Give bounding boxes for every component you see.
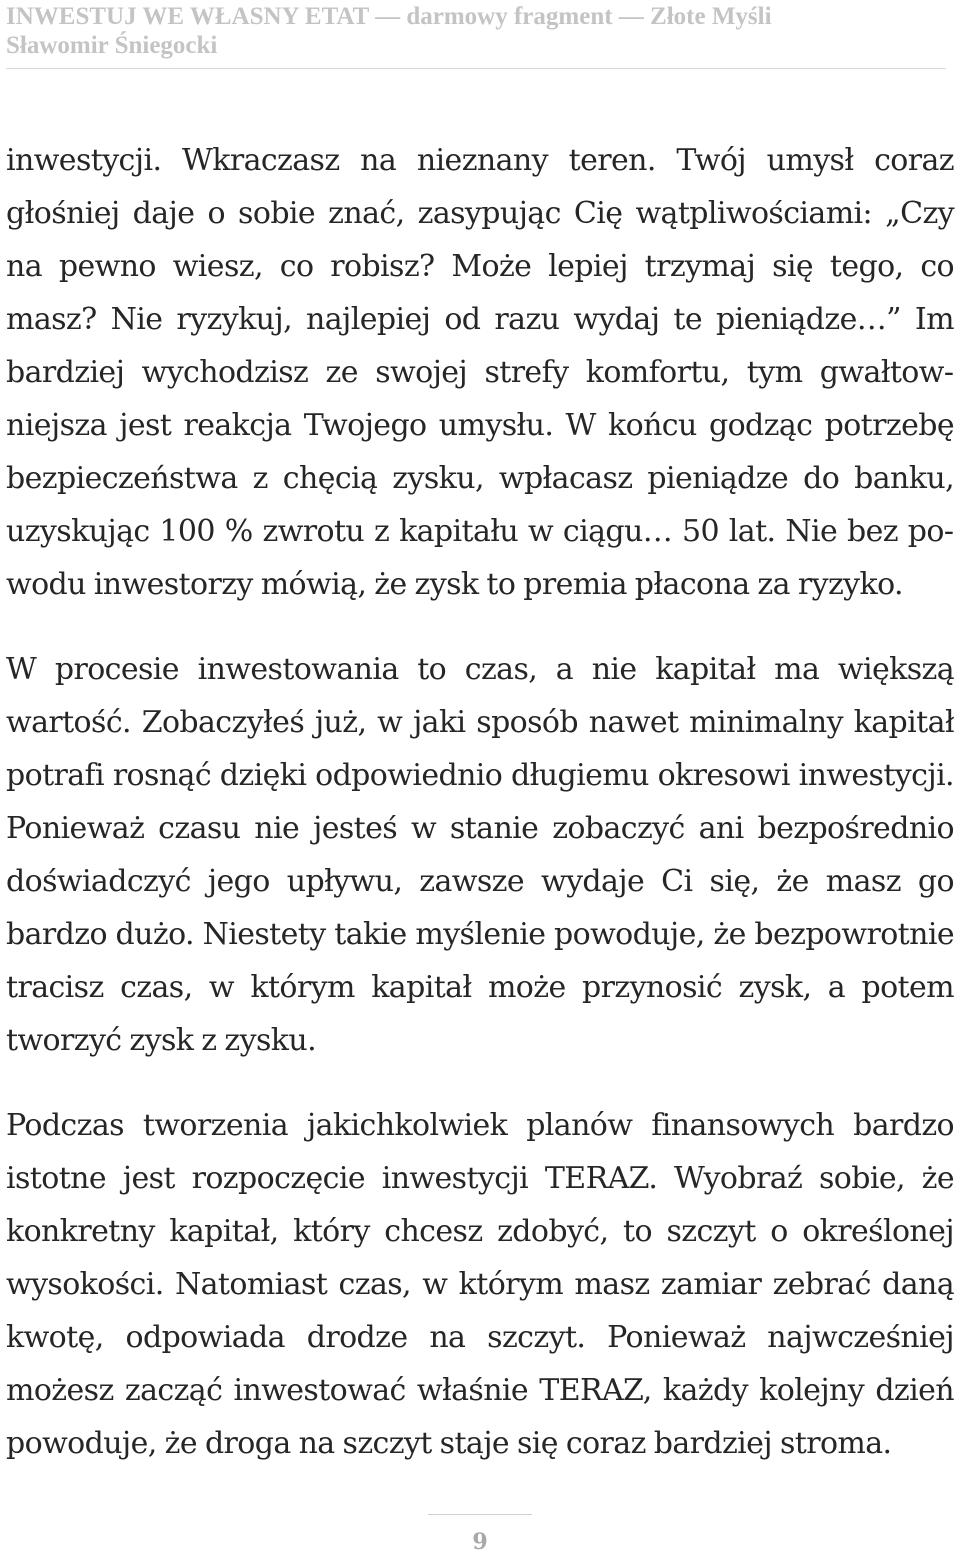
paragraph-2: W procesie inwestowania to czas, a nie kapitał ma większą wartość. Zobaczyłeś już, w jaki sposób nawet minimalny kapitał potrafi rosnąć dzięki odpowiednio długiemu okresowi inwestycji. Ponieważ czasu nie jesteś w stanie zobaczyć ani bezpośrednio doświadczyć jego upływu, zawsze wydaje Ci się, że masz go bardzo dużo. Niestety takie myślenie powoduje, że bezpowrotnie tracisz czas, w którym kapitał może przynosić zysk, a potem tworzyć zysk z zysku. bbox=[6, 652, 954, 1058]
header-author: Sławomir Śniegocki bbox=[6, 32, 218, 59]
page-number: 9 bbox=[428, 1514, 532, 1555]
header-title: INWESTUJ WE WŁASNY ETAT — darmowy fragment — Złote Myśli bbox=[6, 3, 772, 30]
paragraph-1: inwestycji. Wkraczasz na nieznany teren. Twój umysł coraz głośniej daje o sobie znać, zasypując Cię wątpliwościami: „Czy na pewno wiesz, co robisz? Może lepiej trzymaj się tego, co masz? Nie ryzykuj, najlepiej od razu wydaj te pieniądze…” Im bardziej wychodzisz ze swojej strefy komfortu, tym gwałtowniejsza jest reakcja Twojego umysłu. W końcu godząc potrzebę bezpieczeństwa z chęcią zysku, wpłacasz pieniądze do banku, uzyskując 100 % zwrotu z kapitału w ciągu… 50 lat. Nie bez powodu inwestorzy mówią, że zysk to premia płacona za ryzyko. bbox=[6, 143, 954, 602]
running-header bbox=[6, 2, 946, 69]
body-text bbox=[6, 134, 954, 1470]
paragraph-3: Podczas tworzenia jakichkolwiek planów finansowych bardzo istotne jest rozpoczęcie inwestycji TERAZ. Wyobraź sobie, że konkretny kapitał, który chcesz zdobyć, to szczyt o określonej wysokości. Natomiast czas, w którym masz zamiar zebrać daną kwotę, odpowiada drodze na szczyt. Ponieważ najwcześniej możesz zacząć inwestować właśnie TERAZ, każdy kolejny dzień powoduje, że droga na szczyt staje się coraz bardziej stroma. bbox=[6, 1108, 954, 1461]
